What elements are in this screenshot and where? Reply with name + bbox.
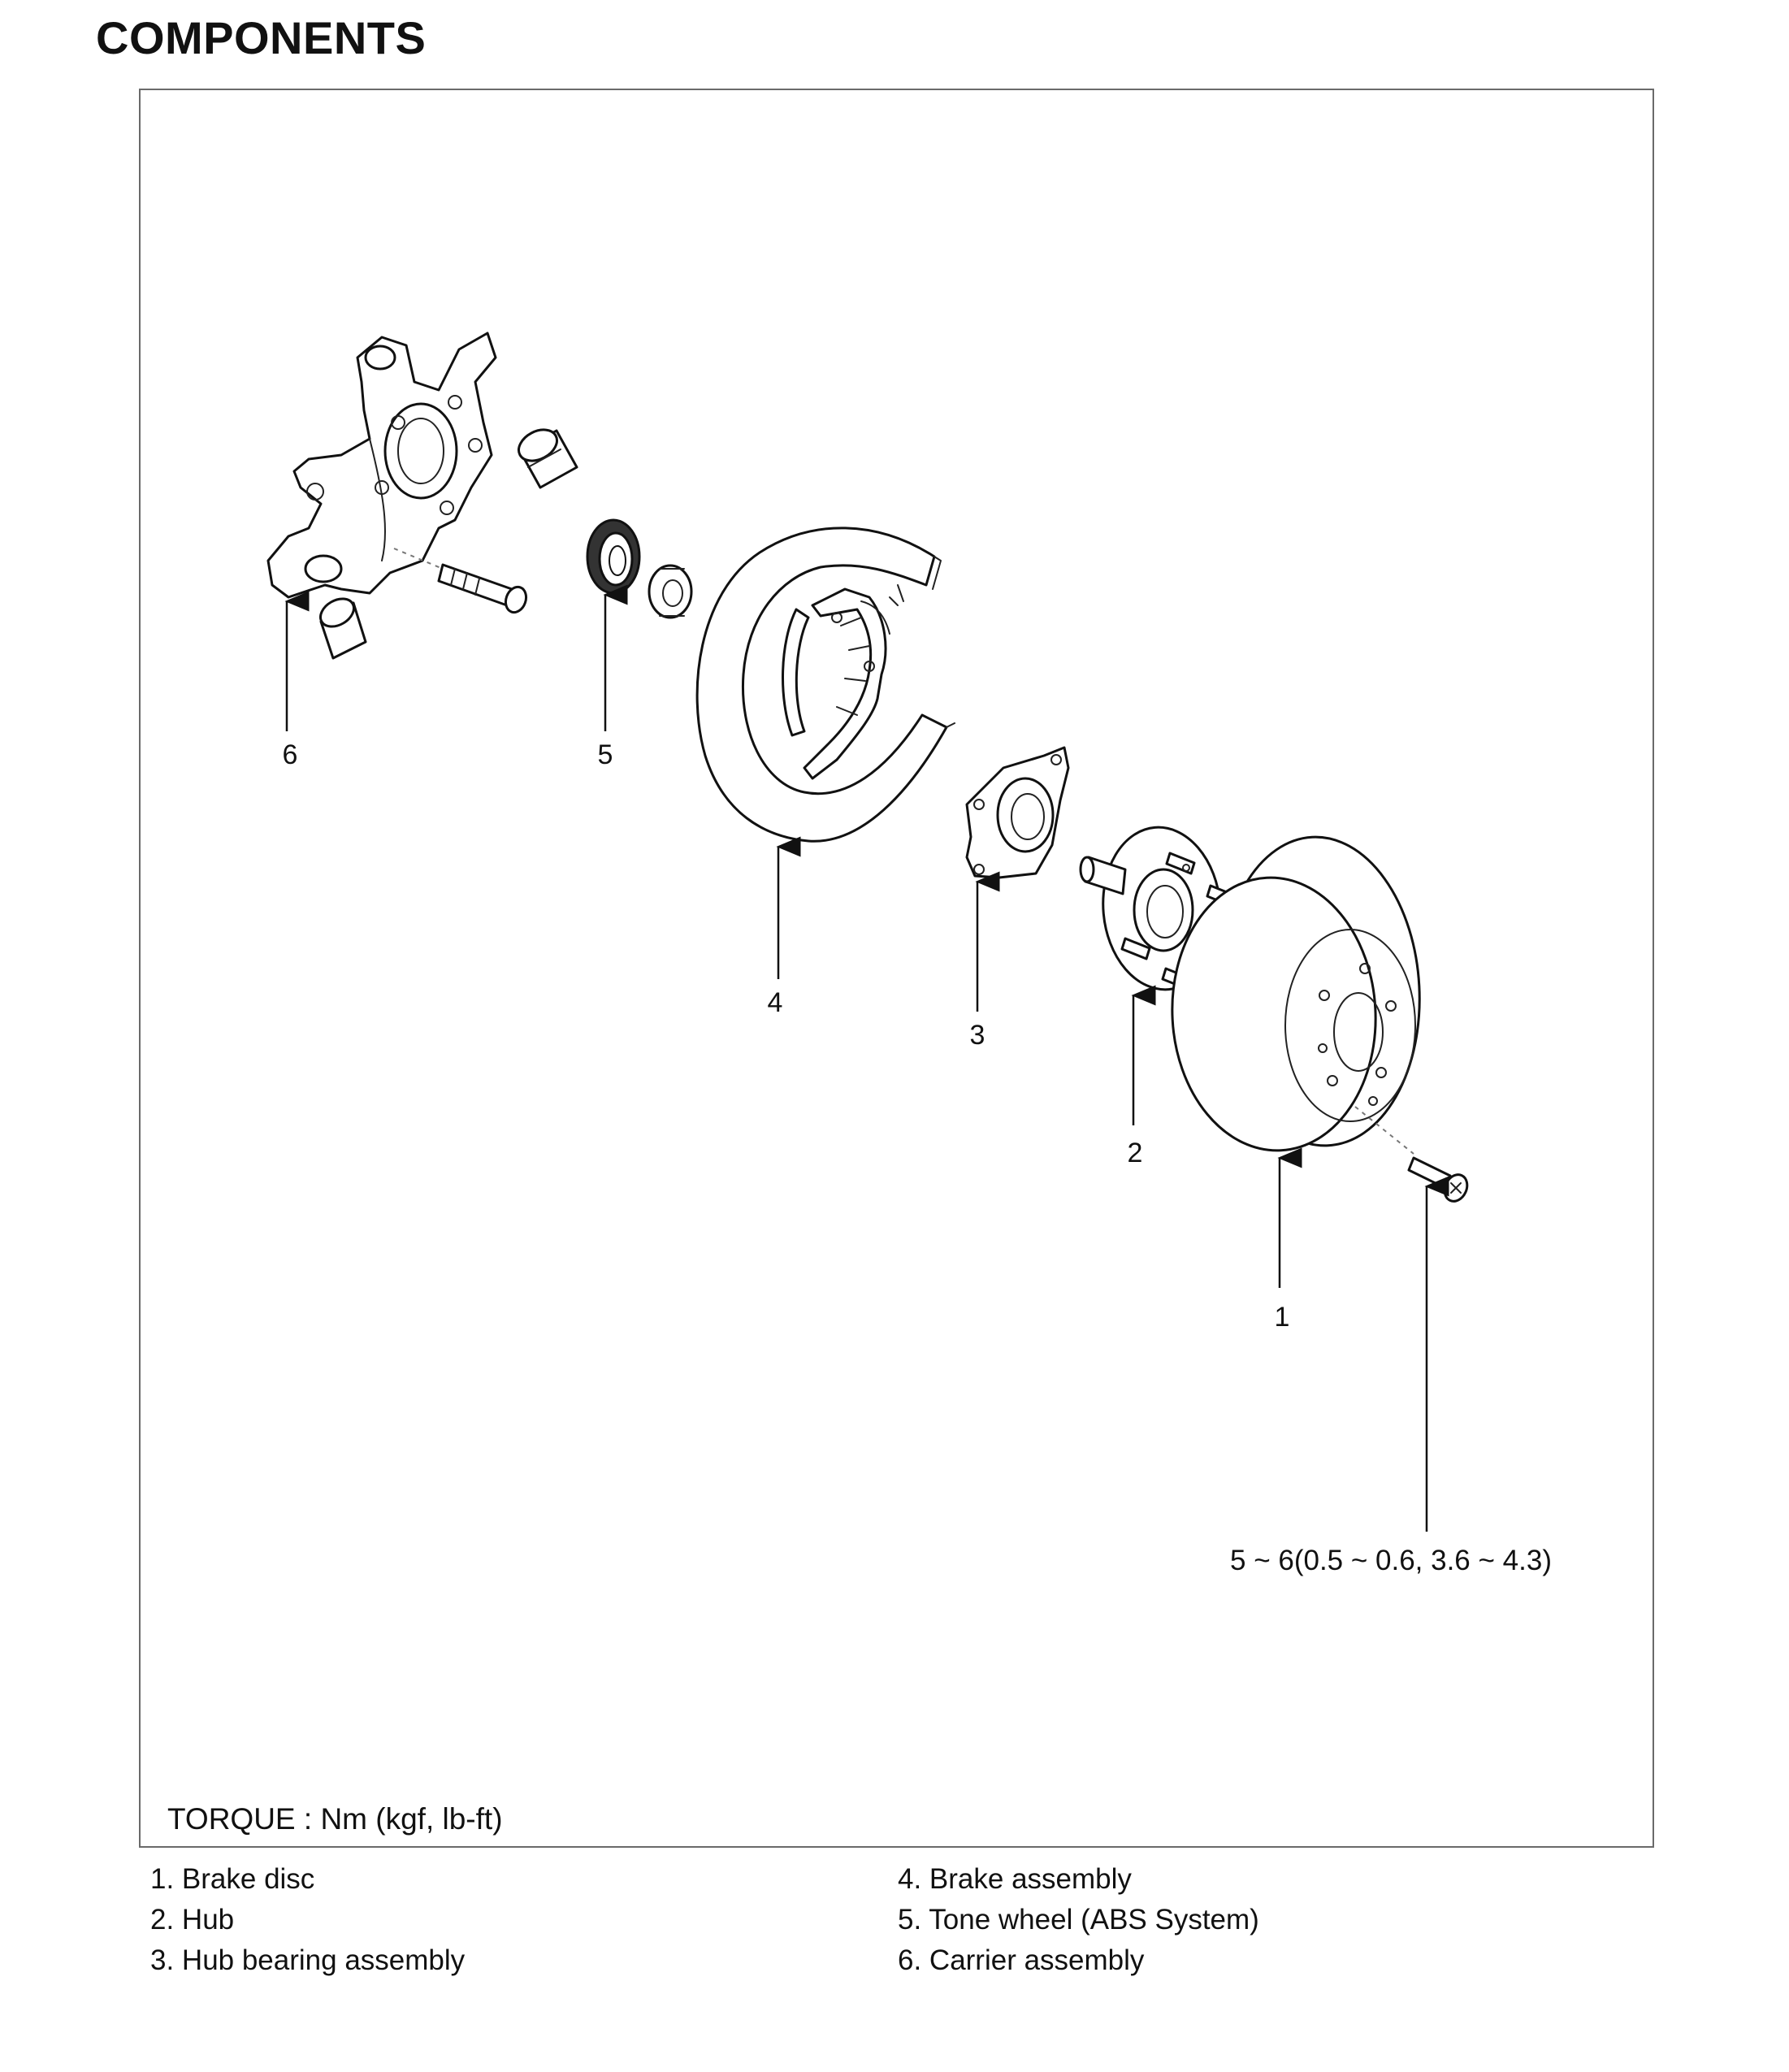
hub-bearing-drawing [967, 748, 1068, 878]
page-title: COMPONENTS [96, 12, 427, 63]
bushing-drawing [513, 423, 577, 488]
callout-5: 5 [597, 739, 613, 770]
legend-right-column [898, 1859, 1259, 1981]
callout-6: 6 [282, 739, 298, 770]
legend-item-hub: 2. Hub [150, 1904, 235, 1935]
torque-note: TORQUE : Nm (kgf, lb-ft) [167, 1802, 503, 1836]
legend-left-column [150, 1859, 465, 1981]
torque-spec: 5 ~ 6(0.5 ~ 0.6, 3.6 ~ 4.3) [1230, 1545, 1552, 1576]
callout-4: 4 [767, 987, 783, 1018]
carrier-assembly-drawing [268, 333, 496, 597]
legend-item-hub-bearing-assembly: 3. Hub bearing assembly [150, 1944, 466, 1976]
legend-item-brake-assembly: 4. Brake assembly [898, 1863, 1132, 1895]
callout-1: 1 [1274, 1302, 1290, 1333]
callout-2: 2 [1127, 1138, 1143, 1168]
tone-wheel-drawing [587, 520, 639, 593]
seal-drawing [649, 566, 691, 618]
lower-bushing-drawing [315, 593, 366, 658]
brake-assembly-drawing [697, 528, 955, 841]
callout-3: 3 [969, 1020, 985, 1051]
legend-item-carrier-assembly: 6. Carrier assembly [898, 1944, 1145, 1976]
legend-item-brake-disc: 1. Brake disc [150, 1863, 315, 1895]
legend-item-tone-wheel: 5. Tone wheel (ABS System) [898, 1904, 1259, 1935]
